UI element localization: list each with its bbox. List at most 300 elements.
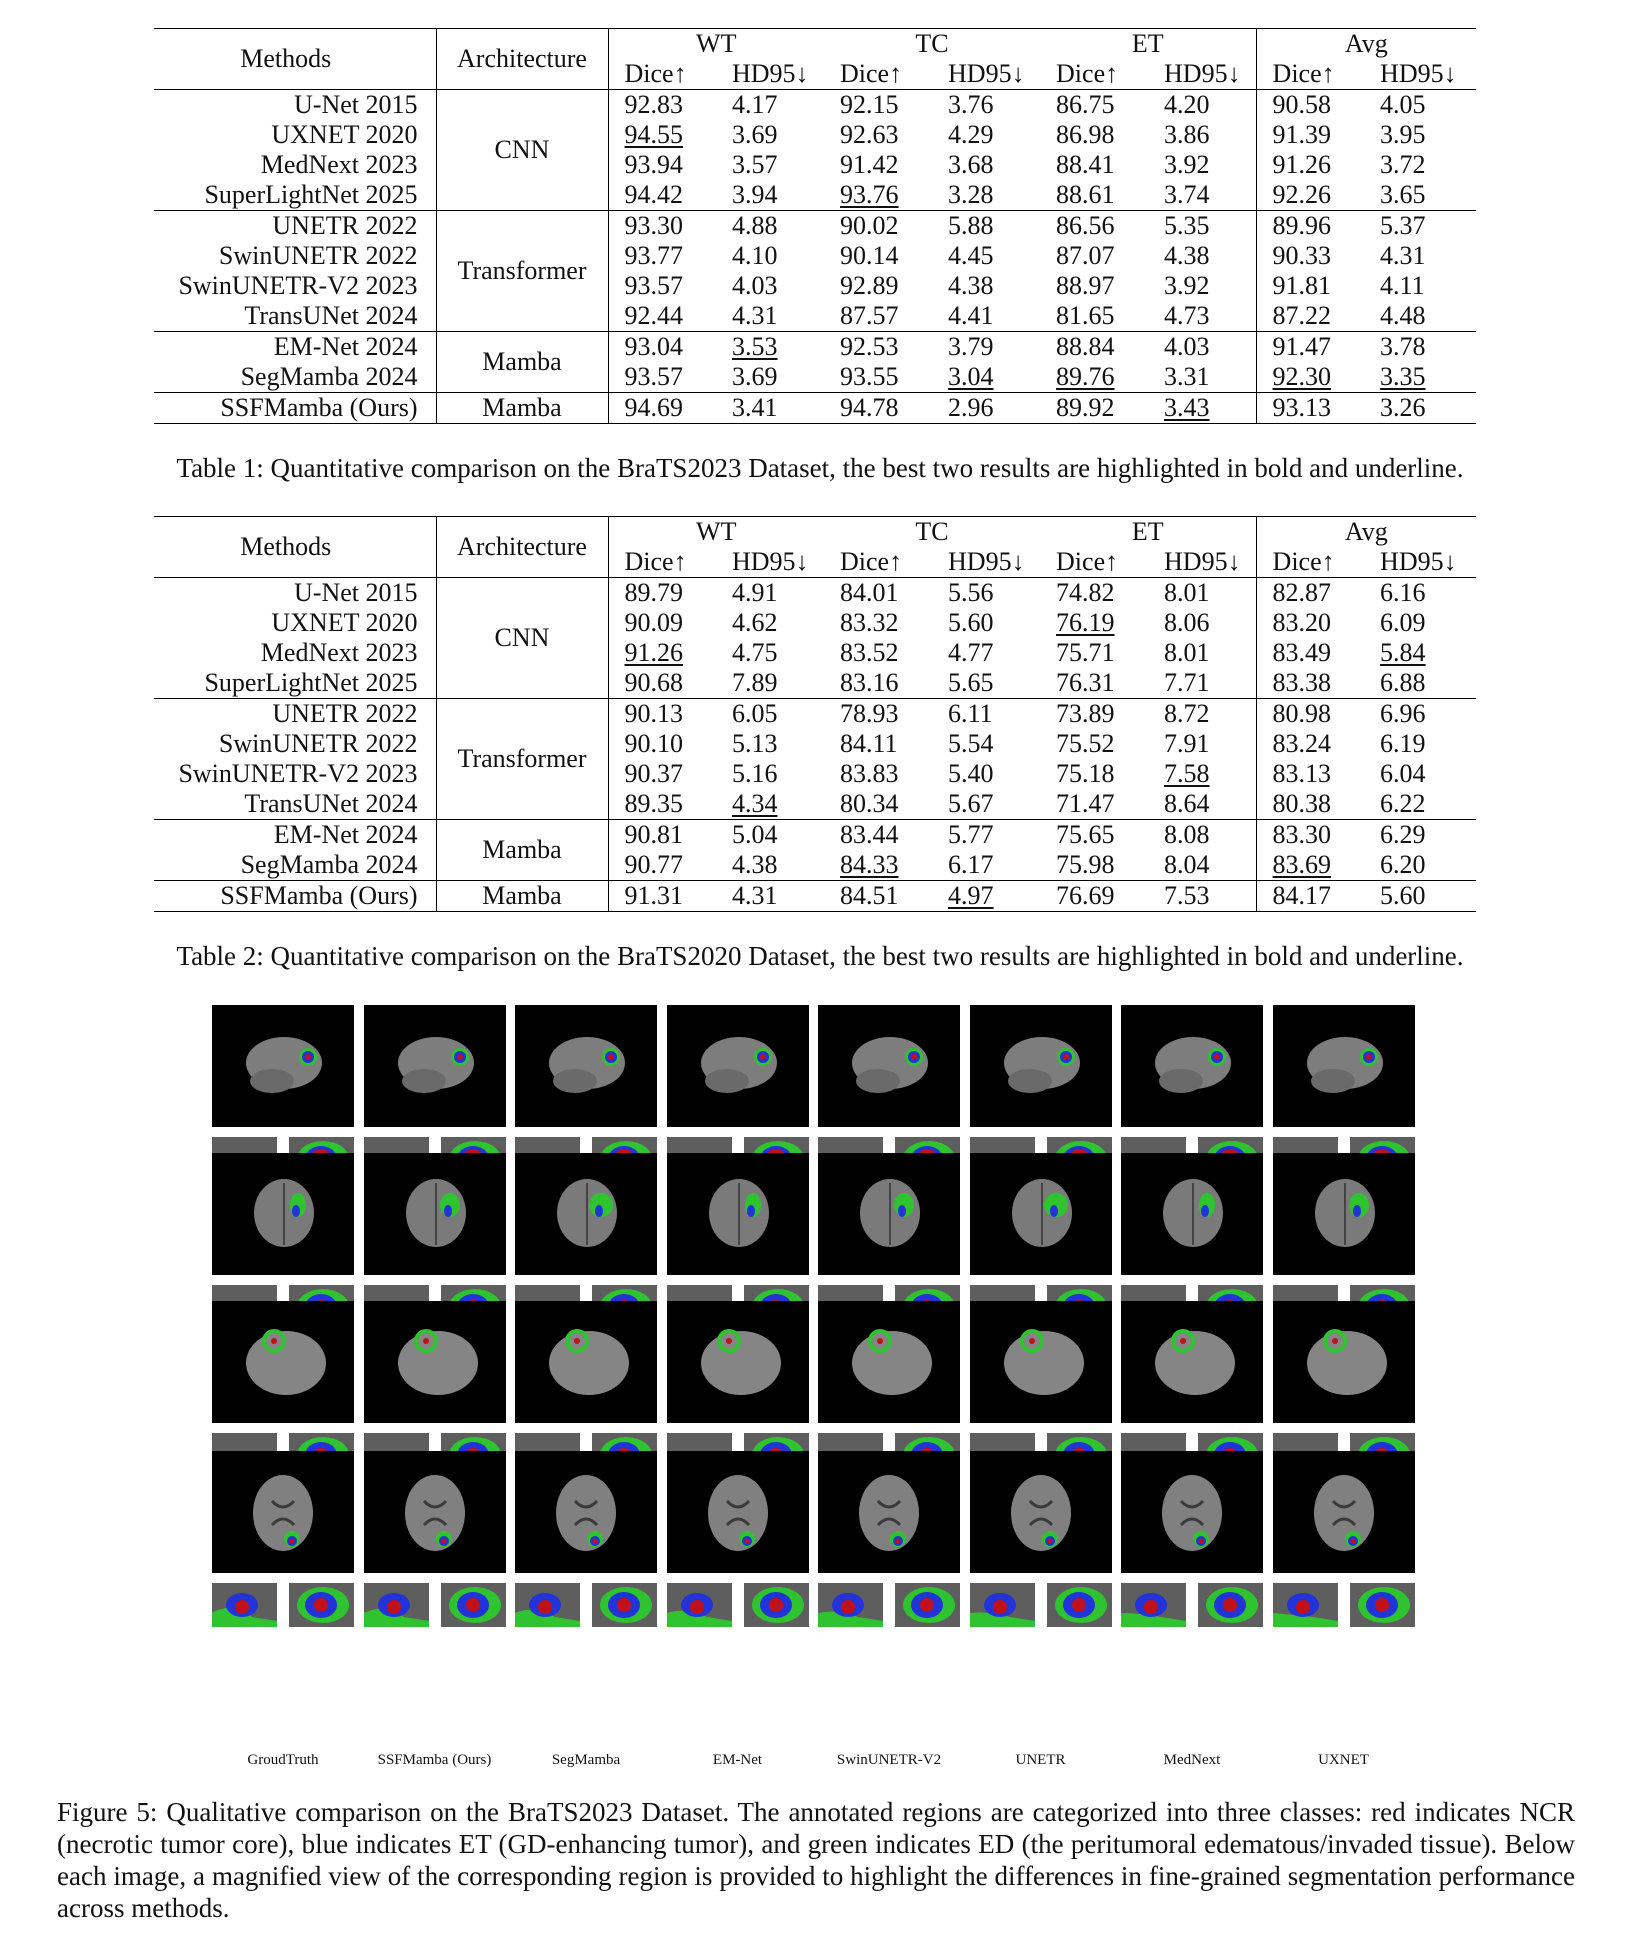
metric-cell: 75.71 bbox=[1056, 638, 1115, 667]
metric-cell: 4.45 bbox=[948, 241, 994, 270]
header-dice: Dice↑ bbox=[1040, 547, 1148, 578]
metric-cell: 6.04 bbox=[1380, 759, 1426, 788]
metric-cell: 83.83 bbox=[840, 759, 899, 788]
header-dice: Dice↑ bbox=[824, 59, 932, 90]
table-1 bbox=[154, 28, 1476, 424]
metric-cell: 91.39 bbox=[1256, 120, 1364, 150]
metric-cell: 3.94 bbox=[732, 180, 778, 209]
mri-slice-image bbox=[667, 1451, 809, 1573]
table-row bbox=[154, 850, 1476, 881]
metric-cell: 89.96 bbox=[1256, 211, 1364, 242]
mri-slice-image bbox=[515, 1005, 657, 1127]
metric-cell: 4.62 bbox=[732, 608, 778, 637]
figure-column-label: MedNext bbox=[1163, 1752, 1221, 1768]
table-row bbox=[154, 759, 1476, 789]
mri-slice-image bbox=[1273, 1005, 1415, 1127]
table-row bbox=[154, 820, 1476, 851]
metric-cell: 4.29 bbox=[948, 120, 994, 149]
header-group-et: ET bbox=[1040, 517, 1256, 548]
table-row bbox=[154, 301, 1476, 332]
metric-cell: 3.74 bbox=[1164, 180, 1210, 209]
figure-5-column-labels bbox=[212, 1752, 1422, 1774]
metric-cell: 7.71 bbox=[1164, 668, 1210, 697]
metric-cell: 80.98 bbox=[1256, 699, 1364, 730]
metric-cell: 3.68 bbox=[948, 150, 994, 179]
metric-cell: 4.38 bbox=[1164, 241, 1210, 270]
metric-cell: 83.30 bbox=[1256, 820, 1364, 851]
metric-cell: 91.31 bbox=[608, 881, 716, 912]
metric-cell: 75.98 bbox=[1056, 850, 1115, 879]
metric-cell: 90.81 bbox=[608, 820, 716, 851]
metric-cell: 92.53 bbox=[824, 332, 932, 363]
metric-cell: 87.22 bbox=[1256, 301, 1364, 332]
mri-slice-image bbox=[818, 1005, 960, 1127]
metric-cell: 4.73 bbox=[1164, 301, 1210, 330]
metric-cell: 8.72 bbox=[1148, 699, 1256, 730]
metric-cell: 94.78 bbox=[824, 393, 932, 424]
magnified-view-image bbox=[441, 1583, 506, 1627]
method-name: U-Net 2015 bbox=[154, 90, 436, 121]
metric-cell: 4.97 bbox=[932, 881, 1040, 912]
table-row bbox=[154, 393, 1476, 424]
mri-slice-image bbox=[970, 1451, 1112, 1573]
metric-cell: 88.41 bbox=[1056, 150, 1115, 179]
mri-slice-image bbox=[1121, 1301, 1263, 1423]
header-dice: Dice↑ bbox=[608, 59, 716, 90]
metric-cell: 5.37 bbox=[1364, 211, 1476, 242]
metric-cell: 75.65 bbox=[1040, 820, 1148, 851]
metric-cell: 92.63 bbox=[840, 120, 899, 149]
metric-cell: 90.68 bbox=[624, 668, 683, 697]
metric-cell: 83.32 bbox=[840, 608, 899, 637]
method-name: MedNext 2023 bbox=[154, 638, 436, 668]
metric-cell: 5.54 bbox=[948, 729, 994, 758]
header-hd95: HD95↓ bbox=[1148, 547, 1256, 578]
metric-cell: 93.04 bbox=[608, 332, 716, 363]
metric-cell: 91.47 bbox=[1256, 332, 1364, 363]
metric-cell: 90.13 bbox=[608, 699, 716, 730]
table-row bbox=[154, 638, 1476, 668]
table-row bbox=[154, 120, 1476, 150]
mri-slice-image bbox=[818, 1301, 960, 1423]
metric-cell: 92.44 bbox=[624, 301, 683, 330]
metric-cell: 86.98 bbox=[1056, 120, 1115, 149]
header-methods: Methods bbox=[154, 517, 436, 578]
metric-cell: 8.08 bbox=[1148, 820, 1256, 851]
magnified-view-image bbox=[212, 1583, 277, 1627]
metric-cell: 3.92 bbox=[1164, 150, 1210, 179]
metric-cell: 5.60 bbox=[948, 608, 994, 637]
metric-cell: 3.65 bbox=[1380, 180, 1426, 209]
metric-cell: 3.76 bbox=[948, 90, 994, 119]
metric-cell: 4.91 bbox=[732, 578, 778, 607]
metric-cell: 88.61 bbox=[1056, 180, 1115, 209]
table2-grid bbox=[154, 516, 1476, 912]
mri-slice-image bbox=[364, 1451, 506, 1573]
metric-cell: 4.31 bbox=[732, 301, 778, 330]
metric-cell: 3.69 bbox=[732, 362, 778, 391]
architecture-cell: Transformer bbox=[436, 699, 608, 820]
header-group-avg: Avg bbox=[1256, 517, 1476, 548]
header-group-wt: WT bbox=[608, 517, 824, 548]
header-architecture: Architecture bbox=[436, 29, 608, 90]
table-row bbox=[154, 150, 1476, 180]
metric-cell: 2.96 bbox=[932, 393, 1040, 424]
table-row bbox=[154, 362, 1476, 393]
metric-cell: 3.26 bbox=[1364, 393, 1476, 424]
architecture-cell: Mamba bbox=[436, 393, 608, 424]
mri-slice-image bbox=[212, 1451, 354, 1573]
method-name: SuperLightNet 2025 bbox=[154, 668, 436, 699]
metric-cell: 93.77 bbox=[624, 241, 683, 270]
mri-slice-image bbox=[515, 1153, 657, 1275]
architecture-cell: Mamba bbox=[436, 881, 608, 912]
metric-cell: 84.11 bbox=[840, 729, 898, 758]
metric-cell: 83.13 bbox=[1256, 759, 1364, 789]
metric-cell: 6.96 bbox=[1364, 699, 1476, 730]
metric-cell: 5.65 bbox=[948, 668, 994, 697]
metric-cell: 8.06 bbox=[1164, 608, 1210, 637]
metric-cell: 80.38 bbox=[1256, 789, 1364, 820]
metric-cell: 5.40 bbox=[948, 759, 994, 788]
metric-cell: 4.38 bbox=[732, 850, 778, 879]
metric-cell: 6.17 bbox=[948, 850, 994, 879]
metric-cell: 8.01 bbox=[1164, 578, 1210, 607]
header-hd95: HD95↓ bbox=[932, 59, 1040, 90]
mri-slice-image bbox=[970, 1005, 1112, 1127]
table-row bbox=[154, 332, 1476, 363]
mri-slice-image bbox=[212, 1301, 354, 1423]
magnified-view-image bbox=[1047, 1583, 1112, 1627]
metric-cell: 84.17 bbox=[1256, 881, 1364, 912]
magnified-view-image bbox=[970, 1583, 1035, 1627]
figure-column-label: UNETR bbox=[1015, 1752, 1066, 1768]
metric-cell: 90.14 bbox=[840, 241, 899, 270]
table1-grid bbox=[154, 28, 1476, 424]
magnified-view-image bbox=[289, 1583, 354, 1627]
metric-cell: 4.38 bbox=[948, 271, 994, 300]
magnified-view-image bbox=[515, 1583, 580, 1627]
metric-cell: 3.28 bbox=[948, 180, 994, 209]
metric-cell: 3.57 bbox=[732, 150, 778, 179]
metric-cell: 76.19 bbox=[1056, 608, 1115, 637]
metric-cell: 91.81 bbox=[1256, 271, 1364, 301]
metric-cell: 3.69 bbox=[732, 120, 778, 149]
metric-cell: 92.15 bbox=[840, 90, 899, 119]
header-dice: Dice↑ bbox=[1040, 59, 1148, 90]
metric-cell: 94.42 bbox=[624, 180, 683, 209]
method-name: SegMamba 2024 bbox=[154, 362, 436, 393]
metric-cell: 73.89 bbox=[1040, 699, 1148, 730]
metric-cell: 94.69 bbox=[608, 393, 716, 424]
method-name: UXNET 2020 bbox=[154, 120, 436, 150]
figure-5-caption: Figure 5: Qualitative comparison on the BraTS2023 Dataset. The annotated regions are categorized into three classes: red indicates NCR (necrotic tumor core), blue indicates ET (GD-enhancing tumor), and green indicates ED (the peritumoral edematous/invaded tissue). Below each image, a magnified view of the corresponding region is provided to highlight the differences in fine-grained segmentation performance across methods. bbox=[57, 1797, 1575, 1923]
mri-slice-image bbox=[818, 1153, 960, 1275]
metric-cell: 4.41 bbox=[948, 301, 994, 330]
table-1-caption: Table 1: Quantitative comparison on the BraTS2023 Dataset, the best two results are highlighted in bold and underline. bbox=[176, 453, 1464, 483]
mri-slice-image bbox=[818, 1451, 960, 1573]
metric-cell: 4.03 bbox=[1148, 332, 1256, 363]
metric-cell: 86.75 bbox=[1056, 90, 1115, 119]
magnified-view-image bbox=[1121, 1583, 1186, 1627]
figure-column-label: SegMamba bbox=[551, 1752, 621, 1768]
metric-cell: 80.34 bbox=[840, 789, 899, 818]
mri-slice-image bbox=[667, 1301, 809, 1423]
mri-slice-image bbox=[364, 1153, 506, 1275]
metric-cell: 84.33 bbox=[840, 850, 899, 879]
table-row bbox=[154, 668, 1476, 699]
metric-cell: 3.92 bbox=[1164, 271, 1210, 300]
architecture-cell: CNN bbox=[436, 578, 608, 699]
metric-cell: 4.77 bbox=[948, 638, 994, 667]
method-name: MedNext 2023 bbox=[154, 150, 436, 180]
metric-cell: 4.05 bbox=[1380, 90, 1426, 119]
metric-cell: 5.88 bbox=[932, 211, 1040, 242]
metric-cell: 3.53 bbox=[716, 332, 824, 363]
metric-cell: 5.35 bbox=[1148, 211, 1256, 242]
metric-cell: 94.55 bbox=[624, 120, 683, 149]
metric-cell: 93.57 bbox=[624, 271, 683, 300]
magnified-view-image bbox=[1273, 1583, 1338, 1627]
mri-slice-image bbox=[1273, 1301, 1415, 1423]
architecture-cell: Transformer bbox=[436, 211, 608, 332]
metric-cell: 93.55 bbox=[840, 362, 899, 391]
metric-cell: 71.47 bbox=[1056, 789, 1115, 818]
table-row bbox=[154, 729, 1476, 759]
metric-cell: 4.10 bbox=[732, 241, 778, 270]
metric-cell: 6.88 bbox=[1380, 668, 1426, 697]
metric-cell: 3.95 bbox=[1380, 120, 1426, 149]
metric-cell: 93.94 bbox=[624, 150, 683, 179]
metric-cell: 3.86 bbox=[1164, 120, 1210, 149]
architecture-cell: Mamba bbox=[436, 332, 608, 393]
metric-cell: 90.58 bbox=[1256, 90, 1364, 121]
header-dice: Dice↑ bbox=[1256, 59, 1364, 90]
metric-cell: 7.58 bbox=[1164, 759, 1210, 788]
magnified-view-image bbox=[364, 1583, 429, 1627]
mri-slice-image bbox=[515, 1301, 657, 1423]
mri-slice-image bbox=[667, 1153, 809, 1275]
method-name: TransUNet 2024 bbox=[154, 301, 436, 332]
metric-cell: 90.33 bbox=[1256, 241, 1364, 271]
method-name: UNETR 2022 bbox=[154, 699, 436, 730]
mri-slice-image bbox=[212, 1005, 354, 1127]
method-name: UNETR 2022 bbox=[154, 211, 436, 242]
metric-cell: 4.11 bbox=[1380, 271, 1425, 300]
header-hd95: HD95↓ bbox=[1364, 59, 1476, 90]
method-name: SwinUNETR 2022 bbox=[154, 729, 436, 759]
metric-cell: 89.92 bbox=[1040, 393, 1148, 424]
table-2 bbox=[154, 516, 1476, 912]
metric-cell: 83.38 bbox=[1256, 668, 1364, 699]
metric-cell: 83.49 bbox=[1256, 638, 1364, 668]
metric-cell: 4.34 bbox=[732, 789, 778, 818]
mri-slice-image bbox=[1273, 1153, 1415, 1275]
metric-cell: 93.76 bbox=[840, 180, 899, 209]
metric-cell: 90.77 bbox=[624, 850, 683, 879]
metric-cell: 5.67 bbox=[948, 789, 994, 818]
method-name: EM-Net 2024 bbox=[154, 332, 436, 363]
method-name: U-Net 2015 bbox=[154, 578, 436, 609]
metric-cell: 4.48 bbox=[1380, 301, 1426, 330]
metric-cell: 83.44 bbox=[824, 820, 932, 851]
metric-cell: 5.16 bbox=[732, 759, 778, 788]
metric-cell: 4.20 bbox=[1164, 90, 1210, 119]
method-name: EM-Net 2024 bbox=[154, 820, 436, 851]
metric-cell: 76.69 bbox=[1040, 881, 1148, 912]
magnified-view-image bbox=[1350, 1583, 1415, 1627]
table-row bbox=[154, 90, 1476, 121]
metric-cell: 89.35 bbox=[624, 789, 683, 818]
mri-slice-image bbox=[667, 1005, 809, 1127]
mri-slice-image bbox=[1121, 1153, 1263, 1275]
method-name: SwinUNETR 2022 bbox=[154, 241, 436, 271]
figure-column-label: SSFMamba (Ours) bbox=[377, 1752, 492, 1768]
mri-slice-image bbox=[970, 1153, 1112, 1275]
metric-cell: 93.57 bbox=[624, 362, 683, 391]
header-group-tc: TC bbox=[824, 517, 1040, 548]
header-hd95: HD95↓ bbox=[1364, 547, 1476, 578]
metric-cell: 84.51 bbox=[824, 881, 932, 912]
mri-slice-image bbox=[1273, 1451, 1415, 1573]
header-hd95: HD95↓ bbox=[1148, 59, 1256, 90]
header-hd95: HD95↓ bbox=[716, 547, 824, 578]
metric-cell: 7.91 bbox=[1164, 729, 1210, 758]
mri-slice-image bbox=[1121, 1005, 1263, 1127]
header-group-tc: TC bbox=[824, 29, 1040, 60]
metric-cell: 87.57 bbox=[840, 301, 899, 330]
metric-cell: 4.88 bbox=[716, 211, 824, 242]
metric-cell: 92.89 bbox=[840, 271, 899, 300]
metric-cell: 4.31 bbox=[1380, 241, 1426, 270]
metric-cell: 3.78 bbox=[1364, 332, 1476, 363]
metric-cell: 92.30 bbox=[1256, 362, 1364, 393]
metric-cell: 5.77 bbox=[932, 820, 1040, 851]
method-name: UXNET 2020 bbox=[154, 608, 436, 638]
method-name: SwinUNETR-V2 2023 bbox=[154, 271, 436, 301]
metric-cell: 6.09 bbox=[1380, 608, 1426, 637]
header-hd95: HD95↓ bbox=[716, 59, 824, 90]
metric-cell: 3.43 bbox=[1148, 393, 1256, 424]
metric-cell: 75.52 bbox=[1056, 729, 1115, 758]
figure-column-label: GroudTruth bbox=[247, 1752, 319, 1768]
table-row bbox=[154, 789, 1476, 820]
mri-slice-image bbox=[364, 1301, 506, 1423]
table-2-caption: Table 2: Quantitative comparison on the BraTS2020 Dataset, the best two results are highlighted in bold and underline. bbox=[176, 941, 1464, 971]
metric-cell: 6.16 bbox=[1380, 578, 1426, 607]
figure-column-label: SwinUNETR-V2 bbox=[836, 1752, 942, 1768]
header-dice: Dice↑ bbox=[824, 547, 932, 578]
figure-column-label: UXNET bbox=[1318, 1752, 1369, 1768]
metric-cell: 83.16 bbox=[840, 668, 899, 697]
header-methods: Methods bbox=[154, 29, 436, 90]
header-group-avg: Avg bbox=[1256, 29, 1476, 60]
metric-cell: 4.31 bbox=[716, 881, 824, 912]
metric-cell: 8.04 bbox=[1164, 850, 1210, 879]
magnified-view-image bbox=[818, 1583, 883, 1627]
metric-cell: 6.05 bbox=[716, 699, 824, 730]
metric-cell: 83.69 bbox=[1256, 850, 1364, 881]
metric-cell: 6.19 bbox=[1380, 729, 1426, 758]
metric-cell: 90.37 bbox=[624, 759, 683, 788]
metric-cell: 89.76 bbox=[1056, 362, 1115, 391]
magnified-view-image bbox=[667, 1583, 732, 1627]
metric-cell: 83.20 bbox=[1256, 608, 1364, 638]
metric-cell: 3.04 bbox=[948, 362, 994, 391]
metric-cell: 87.07 bbox=[1056, 241, 1115, 270]
figure-column-label: EM-Net bbox=[712, 1752, 763, 1768]
method-name: SwinUNETR-V2 2023 bbox=[154, 759, 436, 789]
mri-slice-image bbox=[970, 1301, 1112, 1423]
metric-cell: 76.31 bbox=[1056, 668, 1115, 697]
table-row bbox=[154, 608, 1476, 638]
metric-cell: 82.87 bbox=[1256, 578, 1364, 609]
method-name: SegMamba 2024 bbox=[154, 850, 436, 881]
table-row bbox=[154, 271, 1476, 301]
metric-cell: 89.79 bbox=[624, 578, 683, 607]
metric-cell: 90.10 bbox=[624, 729, 683, 758]
metric-cell: 83.52 bbox=[840, 638, 899, 667]
metric-cell: 7.89 bbox=[732, 668, 778, 697]
metric-cell: 4.17 bbox=[732, 90, 778, 119]
metric-cell: 3.31 bbox=[1164, 362, 1210, 391]
metric-cell: 93.30 bbox=[608, 211, 716, 242]
mri-slice-image bbox=[515, 1451, 657, 1573]
metric-cell: 88.84 bbox=[1040, 332, 1148, 363]
metric-cell: 8.64 bbox=[1164, 789, 1210, 818]
metric-cell: 91.42 bbox=[840, 150, 899, 179]
metric-cell: 6.29 bbox=[1364, 820, 1476, 851]
magnified-view-image bbox=[1198, 1583, 1263, 1627]
metric-cell: 75.18 bbox=[1056, 759, 1115, 788]
header-hd95: HD95↓ bbox=[932, 547, 1040, 578]
metric-cell: 90.02 bbox=[824, 211, 932, 242]
magnified-view-image bbox=[744, 1583, 809, 1627]
figure-5-grid bbox=[212, 1005, 1422, 1765]
metric-cell: 92.26 bbox=[1256, 180, 1364, 211]
header-group-wt: WT bbox=[608, 29, 824, 60]
magnified-view-image bbox=[895, 1583, 960, 1627]
metric-cell: 92.83 bbox=[624, 90, 683, 119]
metric-cell: 91.26 bbox=[624, 638, 683, 667]
metric-cell: 93.13 bbox=[1256, 393, 1364, 424]
metric-cell: 91.26 bbox=[1256, 150, 1364, 180]
metric-cell: 8.01 bbox=[1164, 638, 1210, 667]
metric-cell: 3.72 bbox=[1380, 150, 1426, 179]
table-row bbox=[154, 211, 1476, 242]
metric-cell: 84.01 bbox=[840, 578, 899, 607]
header-dice: Dice↑ bbox=[1256, 547, 1364, 578]
table-row bbox=[154, 180, 1476, 211]
table-row bbox=[154, 881, 1476, 912]
metric-cell: 6.11 bbox=[932, 699, 1040, 730]
table-row bbox=[154, 578, 1476, 609]
method-name: SSFMamba (Ours) bbox=[154, 881, 436, 912]
mri-slice-image bbox=[364, 1005, 506, 1127]
metric-cell: 3.79 bbox=[932, 332, 1040, 363]
metric-cell: 5.13 bbox=[732, 729, 778, 758]
metric-cell: 4.75 bbox=[732, 638, 778, 667]
metric-cell: 5.04 bbox=[716, 820, 824, 851]
magnified-view-image bbox=[592, 1583, 657, 1627]
table-row bbox=[154, 241, 1476, 271]
header-architecture: Architecture bbox=[436, 517, 608, 578]
architecture-cell: Mamba bbox=[436, 820, 608, 881]
metric-cell: 7.53 bbox=[1148, 881, 1256, 912]
method-name: SuperLightNet 2025 bbox=[154, 180, 436, 211]
table-row bbox=[154, 699, 1476, 730]
architecture-cell: CNN bbox=[436, 90, 608, 211]
